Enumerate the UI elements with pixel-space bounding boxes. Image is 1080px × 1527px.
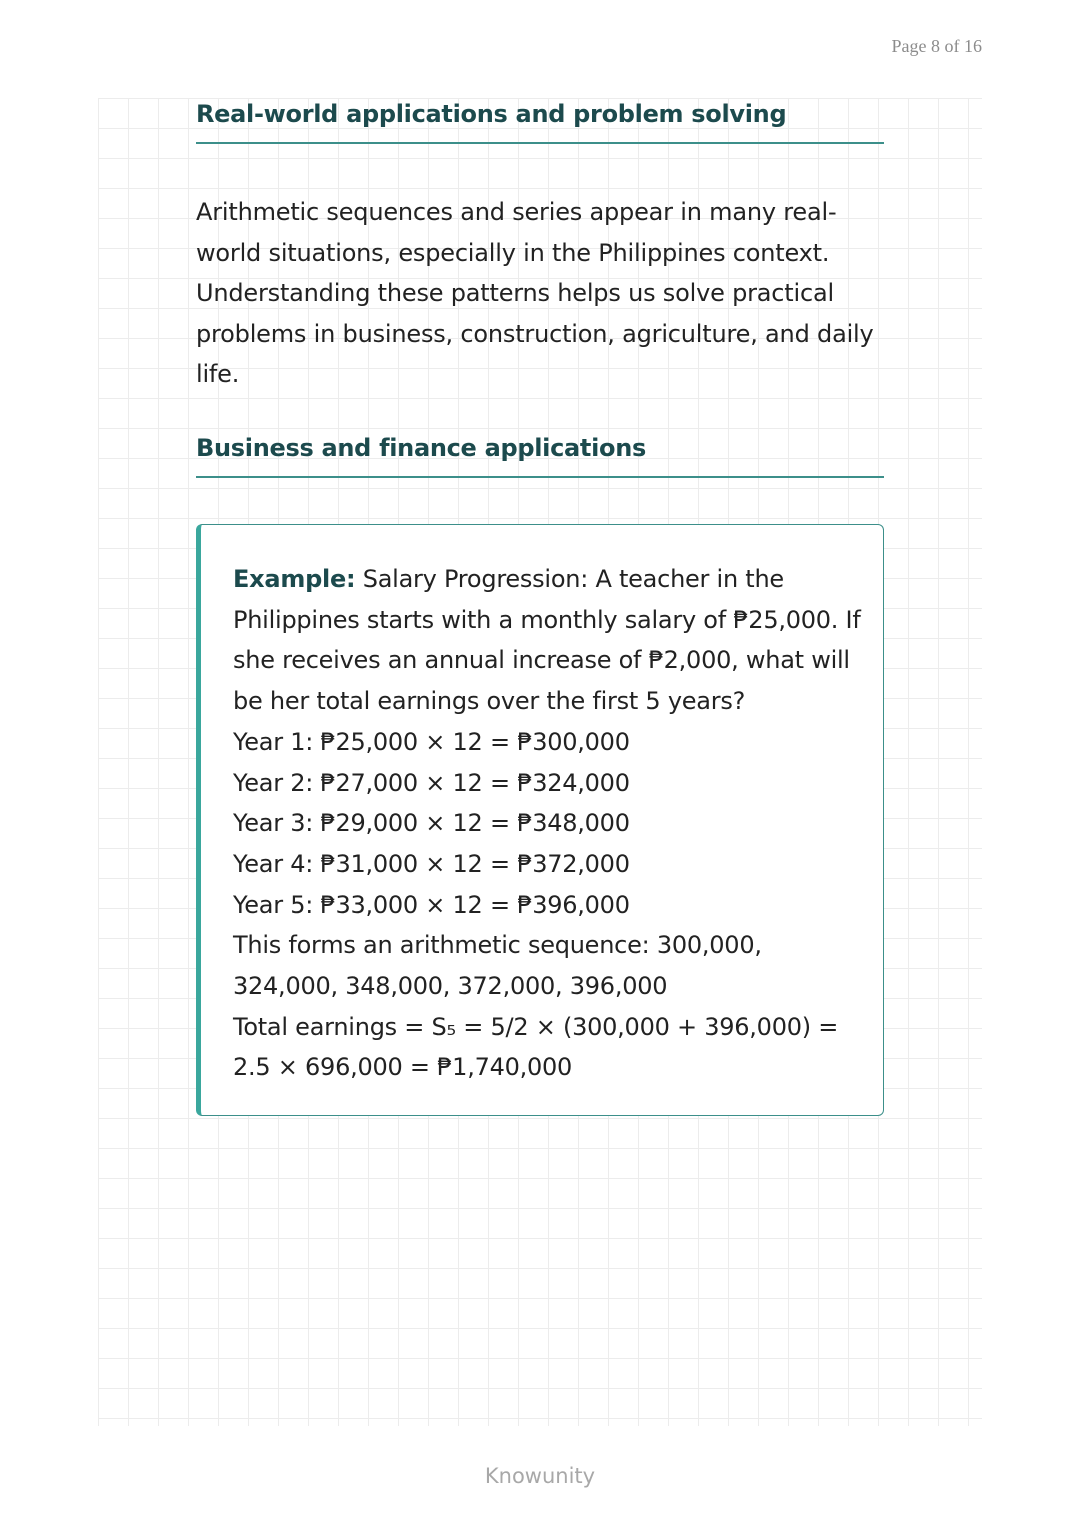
year-calculation: Year 2: ₱27,000 × 12 = ₱324,000 [233, 768, 630, 797]
footer-brand: Knowunity [484, 1464, 596, 1488]
year-calculation: Year 4: ₱31,000 × 12 = ₱372,000 [233, 849, 630, 878]
example-problem [233, 565, 861, 715]
intro-paragraph: Arithmetic sequences and series appear in many real-world situations, especially in the Philippines context. Understanding these patterns helps us solve practical problems in business, construction, agriculture, and daily life. [196, 198, 874, 388]
year-calculation: Year 5: ₱33,000 × 12 = ₱396,000 [233, 890, 630, 919]
page-number: Page 8 of 16 [891, 36, 982, 56]
subsection-heading: Business and finance applications [196, 434, 884, 478]
example-body [233, 559, 863, 1088]
sequence-note: This forms an arithmetic sequence: 300,000, 324,000, 348,000, 372,000, 396,000 [233, 931, 762, 1001]
total-earnings: Total earnings = S₅ = 5/2 × (300,000 + 396,000) = 2.5 × 696,000 = ₱1,740,000 [233, 1012, 839, 1082]
year-calculation: Year 1: ₱25,000 × 12 = ₱300,000 [233, 727, 630, 756]
example-problem-text: Salary Progression: A teacher in the Philippines starts with a monthly salary of ₱25,000. If she receives an annual increase of ₱2,000, what will be her total earnings over the first 5 years? [233, 565, 861, 716]
section-heading: Real-world applications and problem solving [196, 100, 884, 144]
example-callout [196, 524, 884, 1116]
year-calculation: Year 3: ₱29,000 × 12 = ₱348,000 [233, 809, 630, 838]
example-label: Example: [233, 565, 356, 593]
